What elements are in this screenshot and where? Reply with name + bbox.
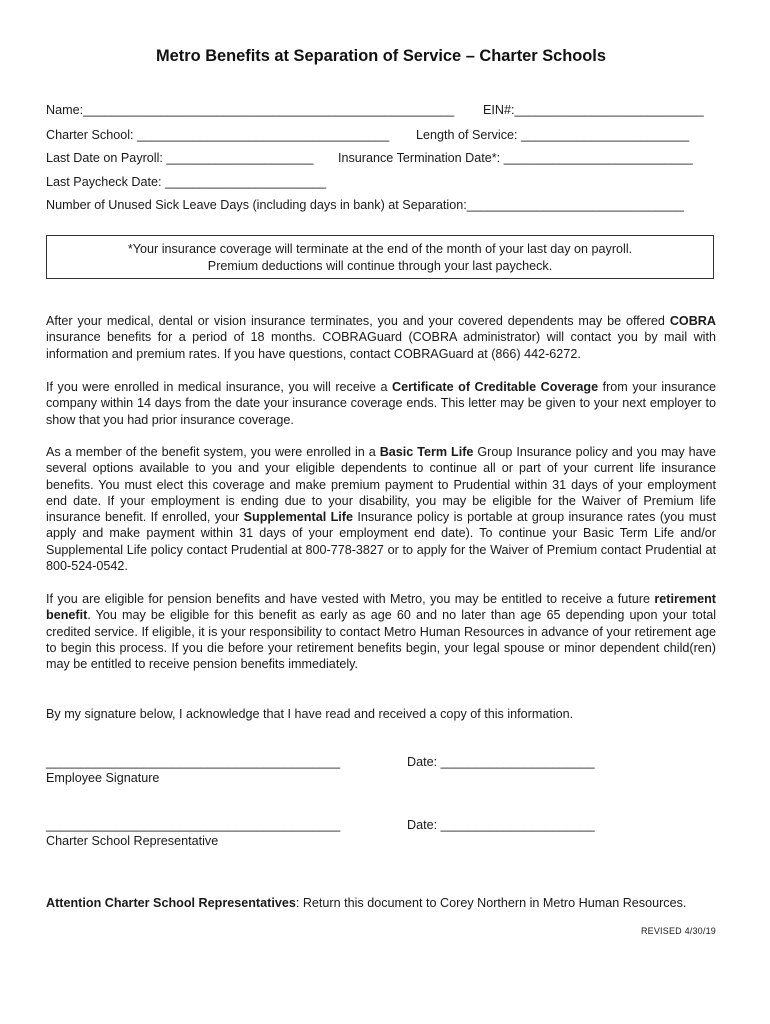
length-of-service-field[interactable]: Length of Service: ________________________: [416, 128, 690, 142]
text-run: Insurance policy is portable at group insurance rates (you must apply and make payment within 31 days of your employment end date). To continue your Basic Term Life and/or Supplemental Life policy contact Prudential at 800-778-3827 or to apply for the Waiver of Premium contact Prudential at 800-524-0542.: [46, 510, 716, 574]
unused-sick-leave-field[interactable]: Number of Unused Sick Leave Days (including days in bank) at Separation:_______________________________: [46, 198, 684, 212]
document-title: Metro Benefits at Separation of Service – Charter Schools: [156, 47, 606, 65]
cobra-paragraph: [46, 313, 716, 362]
bold-text: COBRA: [669, 314, 716, 328]
attention-label: Attention Charter School Representatives: [46, 896, 296, 910]
attention-note: [46, 895, 716, 911]
bold-text: Supplemental Life: [243, 510, 353, 525]
last-date-on-payroll-field[interactable]: Last Date on Payroll: _____________________: [46, 151, 314, 165]
revision-date: REVISED 4/30/19: [640, 926, 716, 936]
creditable-coverage-paragraph: [46, 379, 716, 428]
attention-text: Return this document to Corey Northern in Metro Human Resources.: [299, 896, 687, 910]
bold-text: retirement benefit: [46, 592, 716, 623]
representative-signature-label: Charter School Representative: [46, 834, 219, 848]
life-insurance-paragraph: [46, 444, 716, 574]
text-run: . You may be eligible for this benefit as early as age 60 and no later than age 65 depending upon your total credited service. If eligible, it is your responsibility to contact Metro Human Resources in advance of your retirement age to begin this process. If you die before your retirement benefits begin, your legal spouse or minor dependent child(ren) may be entitled to receive pension benefits immediately.: [46, 608, 716, 672]
text-run: :: [295, 896, 300, 910]
employee-signature-line[interactable]: __________________________________________: [46, 755, 341, 769]
text-run: If you were enrolled in medical insurance, you will receive a: [46, 380, 392, 394]
ein-field[interactable]: EIN#:___________________________: [483, 103, 704, 117]
text-run: Group Insurance policy and you may have several options available to you and your eligible dependents to continue all or part of your current life insurance benefits. You must elect this coverage and make premium payment to Prudential within 31 days of your employment end date. If your employment is ending due to your disability, you may be eligible for the Waiver of Premium life insurance benefit. If enrolled, your: [46, 445, 716, 525]
representative-signature-line[interactable]: __________________________________________: [46, 818, 341, 832]
bold-text: Basic Term Life: [379, 445, 474, 459]
retirement-paragraph: [46, 591, 716, 672]
last-paycheck-date-field[interactable]: Last Paycheck Date: _______________________: [46, 175, 327, 189]
text-run: If you are eligible for pension benefits and have vested with Metro, you may be entitled to receive a future: [46, 592, 655, 606]
charter-school-field[interactable]: Charter School: ____________________________________: [46, 128, 390, 142]
insurance-termination-date-field[interactable]: Insurance Termination Date*: ___________________________: [338, 151, 693, 165]
text-run: insurance benefits for a period of 18 months. COBRAGuard (COBRA administrator) will contact you by mail with information and premium rates. If you have questions, contact COBRAGuard at (866) 442-6272.: [46, 330, 716, 361]
coverage-notice-box: [46, 235, 714, 279]
notice-line-2: Premium deductions will continue through your last paycheck.: [207, 259, 553, 273]
representative-date-field[interactable]: Date: ______________________: [407, 818, 595, 832]
bold-text: Certificate of Creditable Coverage: [392, 380, 599, 394]
employee-date-field[interactable]: Date: ______________________: [407, 755, 595, 769]
acknowledgement-paragraph: By my signature below, I acknowledge that I have read and received a copy of this information.: [46, 707, 574, 721]
notice-line-1: *Your insurance coverage will terminate at the end of the month of your last day on payroll.: [127, 242, 633, 256]
text-run: As a member of the benefit system, you were enrolled in a: [46, 445, 380, 459]
employee-signature-label: Employee Signature: [46, 771, 160, 785]
text-run: After your medical, dental or vision insurance terminates, you and your covered dependents may be offered: [46, 314, 670, 328]
text-run: from your insurance company within 14 days from the date your insurance coverage ends. This letter may be given to your next employer to show that you had prior insurance coverage.: [46, 380, 716, 427]
name-field[interactable]: Name:_____________________________________________________: [46, 103, 455, 117]
